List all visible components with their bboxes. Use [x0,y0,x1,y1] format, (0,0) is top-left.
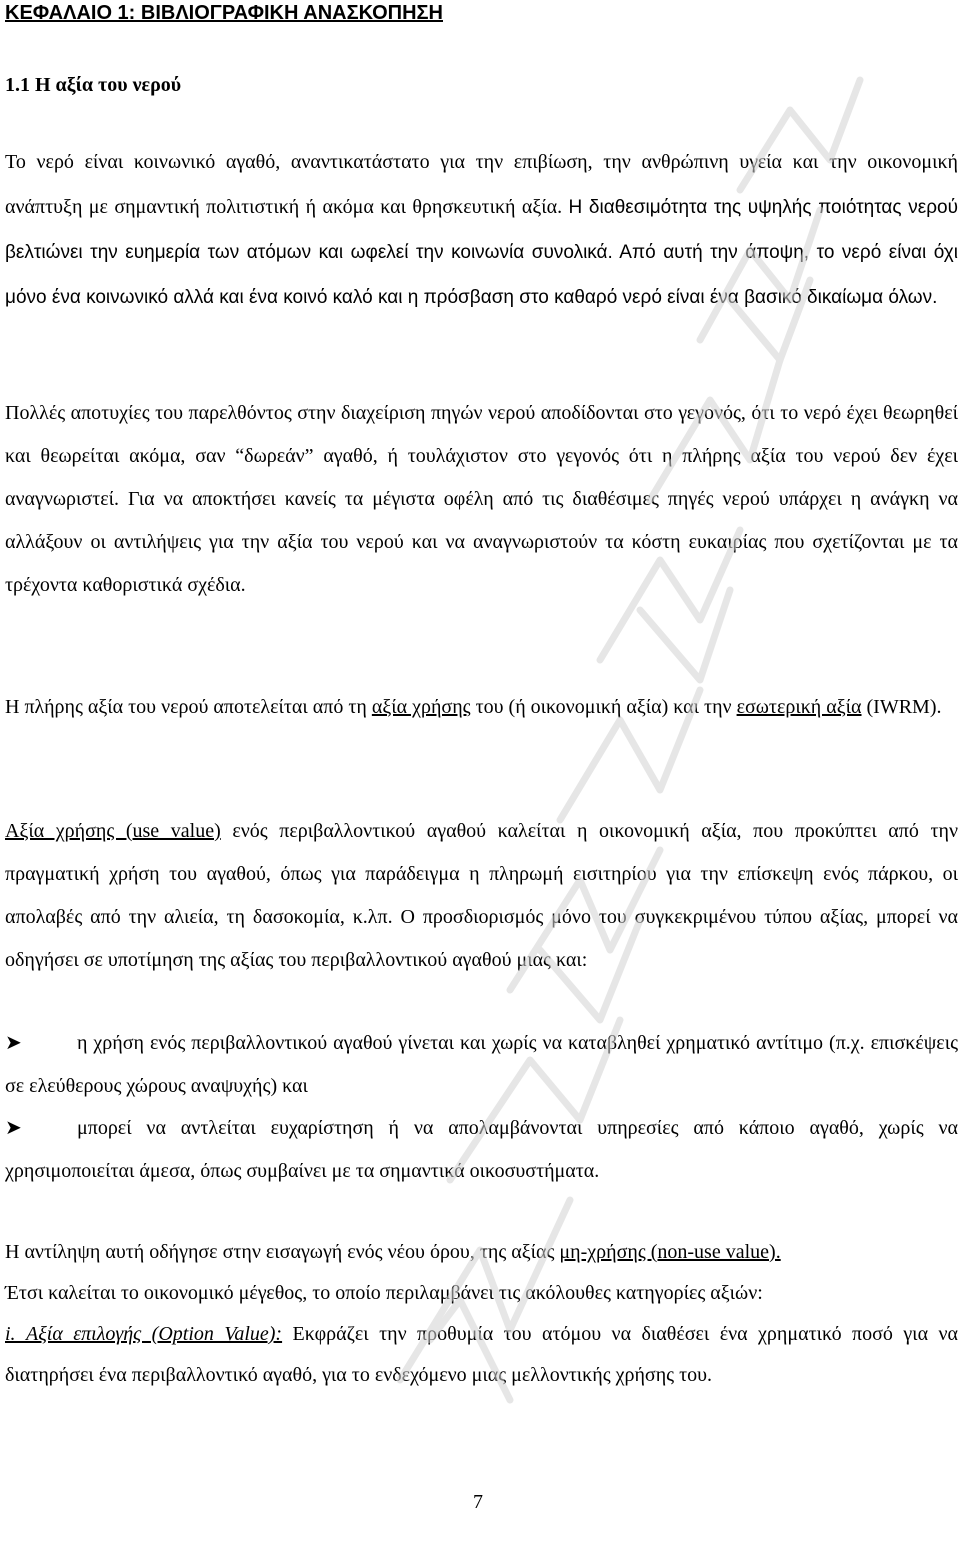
paragraph-full-value [5,686,958,728]
paragraph-text: Η διαθεσιμότητα της υψηλής ποιότητας νερού βελτιώνει την ευημερία των ατόμων και ωφελεί την κοινωνία συνολικά. Από αυτή την άποψη, το νερό είναι όχι μόνο ένα κοινωνικό αλλά και ένα κοινό καλό και η πρόσβαση στο καθαρό νερό είναι ένα βασικό δικαίωμα όλων. [5,197,958,308]
categories-intro-line: Έτσι καλείται το οικονομικό μέγεθος, το οποίο περιλαμβάνει τις ακόλουθες κατηγορίες αξιών: [5,1282,763,1304]
term-use-value: αξία χρήσης [371,696,471,718]
chapter-title: ΚΕΦΑΛΑΙΟ 1: ΒΙΒΛΙΟΓΡΑΦΙΚΗ ΑΝΑΣΚΟΠΗΣΗ [5,2,443,24]
bullet-text: μπορεί να αντλείται ευχαρίστηση ή να απολαμβάνονται υπηρεσίες από κάποιο αγαθό, χωρίς να χρησιμοποιείται άμεσα, όπως συμβαίνει με τα σημαντικά οικοσυστήματα. [5,1117,958,1182]
paragraph-text: Εκφράζει την προθυμία του ατόμου να διαθέσει ένα χρηματικό ποσό για να διατηρήσει ένα περιβαλλοντικό αγαθό, για το ενδεχόμενο μιας μελλοντικής χρήσης του. [5,1323,958,1386]
option-value-definition [5,1314,958,1396]
term-option-value: i. Αξία επιλογής (Option Value): [5,1323,283,1345]
paragraph-text: Το νερό είναι κοινωνικό αγαθό, αναντικατάστατο για την επιβίωση, την ανθρώπινη υγεία και την οικονομική ανάπτυξη με σημαντική πολιτιστική ή ακόμα και θρησκευτική αξία. [5,151,958,218]
arrow-bullet-icon: ➤ [5,1030,22,1054]
paragraph-text: (IWRM). [861,696,942,718]
section-title: 1.1 Η αξία του νερού [5,74,182,96]
paragraph-text: Η αντίληψη αυτή οδήγησε στην εισαγωγή ενός νέου όρου, της αξίας [5,1241,560,1263]
non-use-line [5,1232,958,1273]
paragraph-text: Η πλήρης αξία του νερού αποτελείται από τη [5,696,372,718]
term-use-value-english: Αξία χρήσης (use value) [5,820,221,842]
paragraph-use-value-definition [5,810,958,982]
term-non-use-value: μη-χρήσης (non-use value). [559,1241,781,1263]
paragraph-text: ενός περιβαλλοντικού αγαθού καλείται η οικονομική αξία, που προκύπτει από την πραγματική χρήση του αγαθού, όπως για παράδειγμα η πληρωμή εισιτηρίου για την επίσκεψη ενός πάρκου, οι απολαβές από την αλιεία, τη δασοκομία, κ.λπ. Ο προσδιορισμός μόνο του συγκεκριμένου τύπου αξίας, μπορεί να οδηγήσει σε υποτίμηση της αξίας του περιβαλλοντικού αγαθού μιας και: [5,820,958,971]
term-intrinsic-value: εσωτερική αξία [736,696,862,718]
bullet-item [5,1106,958,1193]
bullet-item [5,1021,958,1108]
paragraph-non-use-value [5,1232,958,1396]
arrow-bullet-icon: ➤ [5,1115,22,1139]
page-number: 7 [473,1491,483,1513]
paragraph-past-failures: Πολλές αποτυχίες του παρελθόντος στην διαχείριση πηγών νερού αποδίδονται στο γεγονός, ότι το νερό έχει θεωρηθεί και θεωρείται ακόμα, σαν “δωρεάν” αγαθό, ή τουλάχιστον στο γεγονός ότι η πλήρης αξία του νερού δεν έχει αναγνωριστεί. Για να αποκτήσει κανείς τα μέγιστα οφέλη από τις διαθέσιμες πηγές νερού υπάρχει η ανάγκη να αλλάξουν οι αντιλήψεις για την αξία του νερού και να αναγνωριστούν τα κόστη ευκαιρίας που σχετίζονται με τα τρέχοντα καθοριστικά σχέδια. [5,402,958,596]
paragraph-text: του (ή οικονομική αξία) και την [470,696,737,718]
bullet-text: η χρήση ενός περιβαλλοντικού αγαθού γίνεται και χωρίς να καταβληθεί χρηματικό αντίτιμο (π.χ. επισκέψεις σε ελεύθερους χώρους αναψυχής) και [5,1032,958,1097]
paragraph-water-social-good [5,140,958,320]
